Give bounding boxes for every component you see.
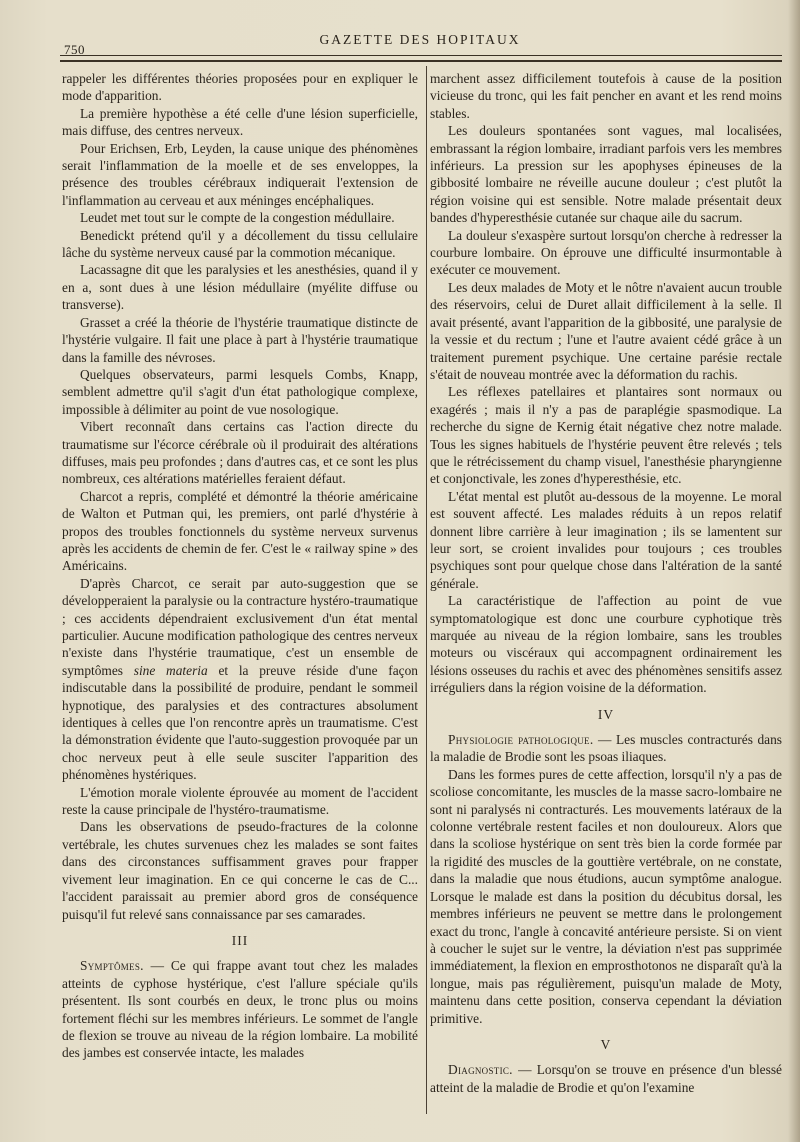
section-heading: Physiologie pathologique. [448, 732, 594, 748]
paragraph [62, 575, 418, 784]
paragraph-text: et la preuve réside d'une façon indiscutable dans la possibilité de produire, pendant le sommeil hypnotique, des paralysies et des contractures absolument identiques à celles que l'on rencontre après un traumatisme. C'est la démonstration évidente que l'auto-suggestion provoquée par un choc nerveux peut à elle seule susciter l'apparition des phénomènes hystériques. [62, 662, 418, 783]
paragraph: Les deux malades de Moty et le nôtre n'avaient aucun trouble des réservoirs, celui de Duret allait difficilement à la selle. Il avait présenté, avant l'apparition de la gibbosité, une paralysie de la vessie et du rectum ; l'une et l'autre avaient cédé grâce à un traitement purement psychique. Une certaine parésie rectale s'était de nouveau montrée avec la déformation du rachis. [430, 279, 782, 382]
paragraph: rappeler les différentes théories proposées pour en expliquer le mode d'apparition. [62, 71, 418, 104]
paragraph: L'émotion morale violente éprouvée au moment de l'accident reste la cause principale de l'hystéro-traumatisme. [62, 784, 418, 818]
paragraph: Grasset a créé la théorie de l'hystérie traumatique distincte de l'hystérie vulgaire. Il fait une place à part à l'hystérie traumatique dans la famille des névroses. [62, 314, 418, 365]
section-number: V [600, 1036, 612, 1052]
section-number: IV [597, 706, 615, 722]
paragraph: Les réflexes patellaires et plantaires sont normaux ou exagérés ; mais il n'y a pas de paraplégie spasmodique. La recherche du signe de Kernig était négative chez notre malade. Tous les signes habituels de l'hystérie peuvent être relevés ; tels que le rétrécissement du champ visuel, l'anesthésie pharyngienne et conjonctivale, les zones d'hyperesthésie, etc. [430, 384, 782, 487]
page-number: 750 [64, 42, 85, 57]
journal-title: GAZETTE DES HOPITAUX [319, 32, 521, 47]
page-gutter-shadow [788, 0, 800, 1142]
paragraph: La douleur s'exaspère surtout lorsqu'on cherche à redresser la courbure lombaire. On éprouve une difficulté insurmontable à exécuter ce mouvement. [430, 227, 782, 278]
paragraph: Les douleurs spontanées sont vagues, mal localisées, embrassant la région lombaire, irradiant parfois vers les membres inférieurs. La pression sur les apophyses épineuses de la gibbosité lombaire ne réveille aucune douleur ; c'est plutôt la région voisine qui est sensible. Notre malade présentait deux bandes d'hyperesthésie cutanée sur chaque aile du sacrum. [430, 123, 782, 226]
section-heading: Symptômes. [80, 958, 144, 974]
paragraph [430, 1061, 782, 1096]
paragraph: Vibert reconnaît dans certains cas l'action directe du traumatisme sur l'écorce cérébrale où il produirait des altérations diffuses, mais peu profondes ; dans d'autres cas, et ce sont les plus nombreux, ces altérations matérielles feraient défaut. [62, 419, 418, 487]
italic-phrase: sine materia [133, 662, 208, 678]
left-column [62, 70, 418, 1116]
paragraph: La première hypothèse a été celle d'une lésion superficielle, mais diffuse, des centres nerveux. [62, 105, 418, 139]
paragraph: Pour Erichsen, Erb, Leyden, la cause unique des phénomènes serait l'inflammation de la moelle et de ses enveloppes, la présence des troubles cérébraux indiquerait l'extension de l'inflammation au cerveau et aux méninges encéphaliques. [62, 140, 418, 208]
column-divider [426, 66, 427, 1114]
paragraph: Lacassagne dit que les paralysies et les anesthésies, quand il y en a, sont dues à une lésion médullaire (myélite diffuse ou transverse). [62, 262, 418, 313]
paragraph: L'état mental est plutôt au-dessous de la moyenne. Le moral est souvent affecté. Les malades réduits à un repos relatif donnent libre carrière à leur imagination ; ils se lamentent sur leur sort, se croient invalides pour toujours ; ces troubles psychiques sont pour quelque chose dans l'altération de la santé générale. [430, 488, 782, 591]
section-heading: Diagnostic. [448, 1062, 513, 1078]
paragraph: La caractéristique de l'affection au point de vue symptomatologique est donc une courbure cyphotique très marquée au niveau de la région lombaire, sans les troubles moteurs ou viscéraux qui accompagnent ordinairement les lésions osseuses du rachis et avec des phénomènes sensitifs assez irréguliers dans la région voisine de la déformation. [430, 593, 782, 696]
paragraph: marchent assez difficilement toutefois à cause de la position vicieuse du tronc, qui les fait pencher en avant et les rend moins stables. [430, 71, 782, 121]
paragraph [62, 957, 418, 1061]
paragraph: Dans les observations de pseudo-fractures de la colonne vertébrale, les chutes survenues chez les malades se sont faites dans des circonstances suffisamment graves pour frapper vivement leur imagination. En ce qui concerne le cas de C... l'accident paraissait au premier abord gros de conséquence puisqu'il fut relevé sans connaissance par ses camarades. [62, 819, 418, 922]
paragraph [430, 731, 782, 766]
paragraph: Quelques observateurs, parmi lesquels Combs, Knapp, semblent admettre qu'il s'agit d'un état pathologique complexe, impossible à délimiter au point de vue nosologique. [62, 366, 418, 417]
right-column [430, 70, 782, 1116]
paragraph: Leudet met tout sur le compte de la congestion médullaire. [80, 210, 395, 226]
paragraph-text: D'après Charcot, ce serait par auto-suggestion que se développeraient la paralysie ou la contracture hystéro-traumatique ; ces accidents dépendraient exclusivement d'un état mental particulier. Aucune modification pathologique des centres nerveux n'existe dans l'hystérie traumatique, c'est un ensemble de symptômes [62, 575, 418, 678]
paragraph-text: — Les muscles contracturés dans la maladie de Brodie sont les psoas iliaques. [430, 732, 782, 765]
header-rule-thick [60, 60, 782, 62]
paragraph: Benedickt prétend qu'il y a décollement du tissu cellulaire lâche du système nerveux causé par la commotion mécanique. [62, 227, 418, 261]
paragraph: Dans les formes pures de cette affection, lorsqu'il n'y a pas de scoliose concomitante, les muscles de la masse sacro-lombaire ne sont ni paralysés ni contracturés. Les mouvements latéraux de la colonne vertébrale restent faciles et non douloureux. Alors que dans la scoliose hystérique on sent très bien la corde formée par la rigidité des muscles de la gouttière vertébrale, on ne constate, dans la maladie que nous étudions, aucun symptôme analogue. Lorsque le malade est dans la position du décubitus dorsal, les membres inférieurs ne peuvent se mettre dans le prolongement exact du tronc, l'angle à concavité antérieure persiste. Si on vient à coucher le sujet sur le ventre, la déviation n'est pas supprimée immédiatement, la flexion en emprosthotonos ne disparaît qu'à la longue, mais pas régulièrement, puisqu'un malade de Moty, maintenu dans cette position, conserva cependant la déviation primitive. [430, 766, 782, 1026]
section-number: III [231, 932, 249, 948]
header-rule-thin [60, 55, 782, 56]
paragraph-text: — Lorsqu'on se trouve en présence d'un blessé atteint de la maladie de Brodie et qu'on l'examine [430, 1062, 782, 1095]
paragraph: Charcot a repris, complété et démontré la théorie américaine de Walton et Putman qui, les premiers, ont parlé d'hystérie à propos des troubles fonctionnels du système nerveux survenus après les accidents de chemin de fer. C'est le « railway spine » des Américains. [62, 488, 418, 574]
paragraph-text: — Ce qui frappe avant tout chez les malades atteints de cyphose hystérique, c'est l'allure spéciale qu'ils présentent. Ils sont courbés en deux, le tronc plus ou moins fortement fléchi sur les membres inférieurs. Le sommet de l'angle de flexion se trouve au niveau de la région lombaire. La mobilité des jambes est conservée intacte, les malades [62, 958, 418, 1061]
